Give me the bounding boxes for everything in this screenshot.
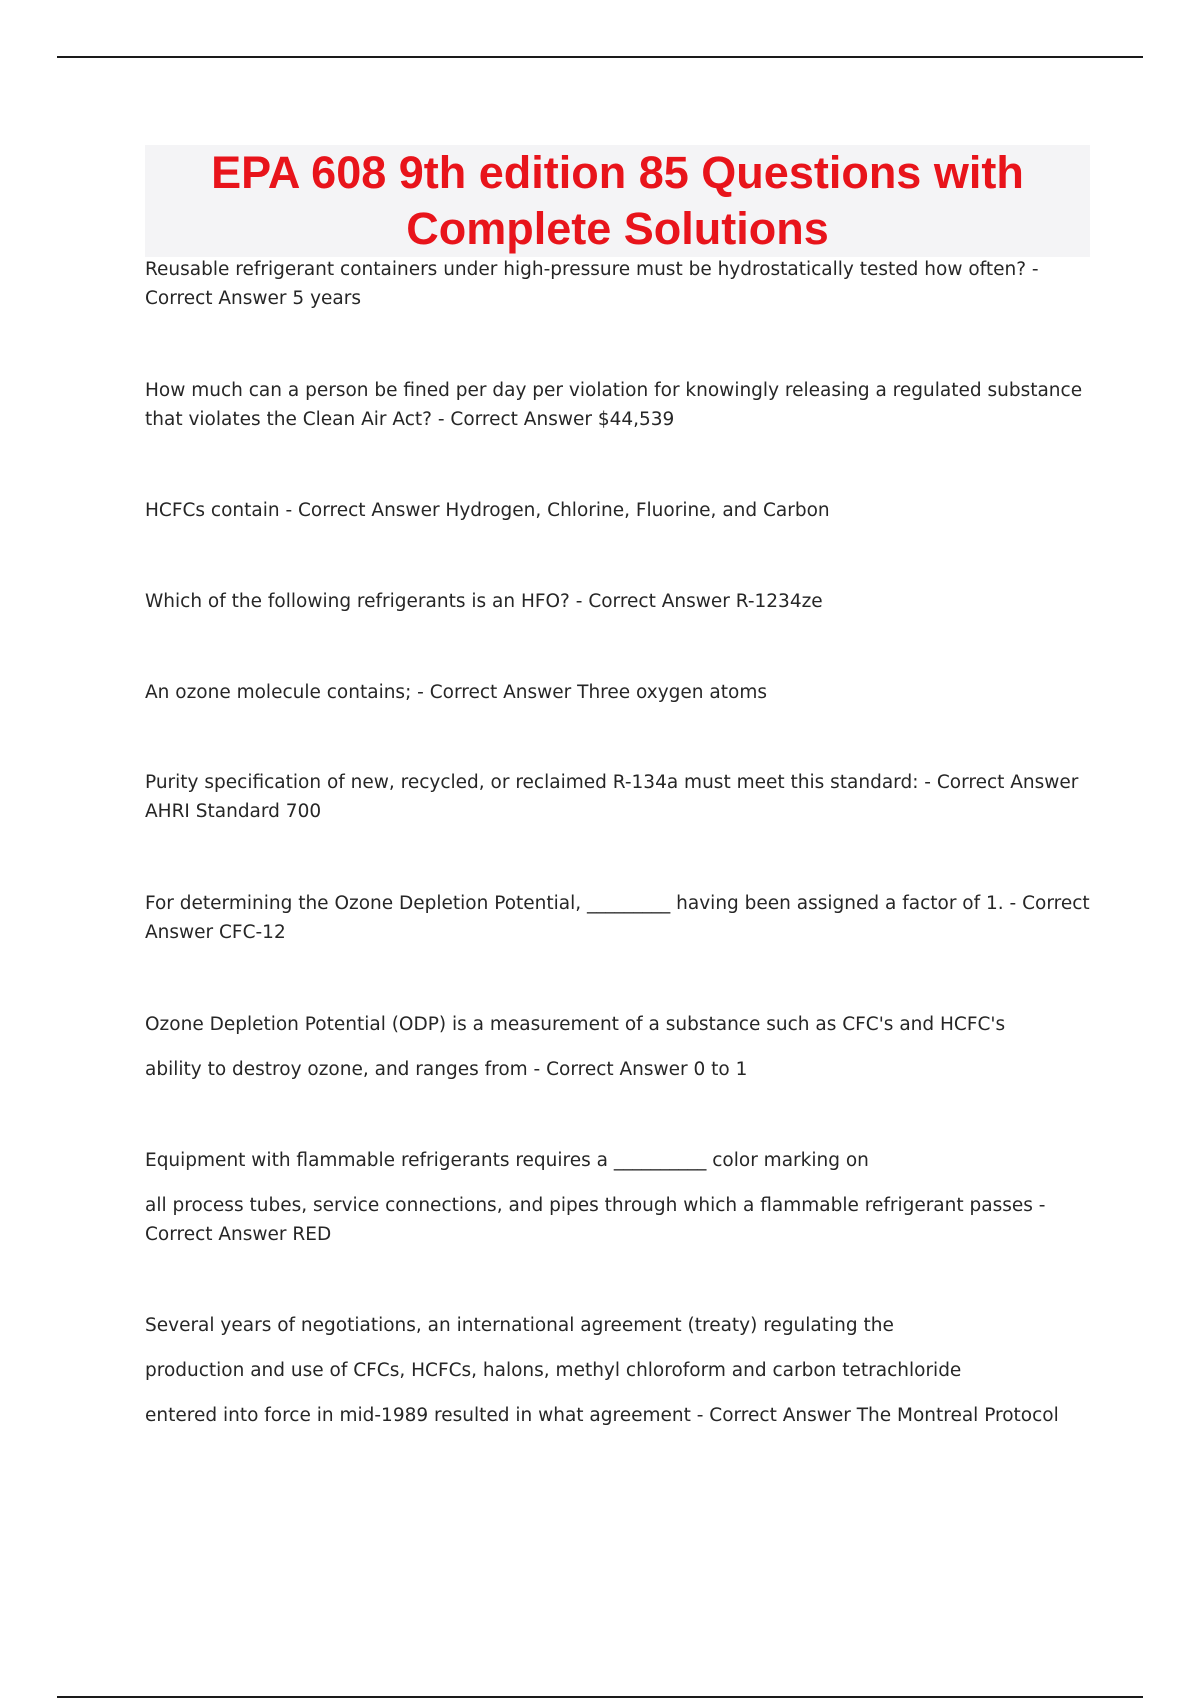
qa-text: production and use of CFCs, HCFCs, halons, methyl chloroform and carbon tetrachloride	[145, 1360, 962, 1381]
qa-item	[145, 1010, 1090, 1084]
qa-item	[145, 587, 1090, 616]
qa-text: Several years of negotiations, an international agreement (treaty) regulating the	[145, 1315, 894, 1336]
qa-item	[145, 889, 1090, 947]
qa-item	[145, 496, 1090, 525]
qa-text: Which of the following refrigerants is an HFO? - Correct Answer R-1234ze	[145, 591, 823, 612]
qa-item	[145, 376, 1090, 434]
qa-text: Equipment with flammable refrigerants requires a __________ color marking on	[145, 1150, 869, 1171]
qa-text: An ozone molecule contains; - Correct Answer Three oxygen atoms	[145, 682, 767, 703]
qa-text: entered into force in mid-1989 resulted in what agreement - Correct Answer The Montreal Protocol	[145, 1405, 1059, 1426]
header-rule	[57, 56, 1143, 58]
qa-item	[145, 1146, 1090, 1249]
qa-text: For determining the Ozone Depletion Potential, _________ having been assigned a factor of 1. - Correct Answer CFC-12	[145, 893, 1090, 943]
qa-item	[145, 678, 1090, 707]
qa-text: Purity specification of new, recycled, or reclaimed R-134a must meet this standard: - Correct Answer AHRI Standard 700	[145, 772, 1079, 822]
qa-text: all process tubes, service connections, and pipes through which a flammable refrigerant passes - Correct Answer RED	[145, 1195, 1046, 1245]
document-title: EPA 608 9th edition 85 Questions with Complete Solutions	[211, 147, 1024, 254]
qa-text: HCFCs contain - Correct Answer Hydrogen, Chlorine, Fluorine, and Carbon	[145, 500, 830, 521]
qa-text: How much can a person be fined per day per violation for knowingly releasing a regulated substance that violates the Clean Air Act? - Correct Answer $44,539	[145, 380, 1083, 430]
qa-text: Ozone Depletion Potential (ODP) is a measurement of a substance such as CFC's and HCFC's	[145, 1014, 1006, 1035]
qa-item	[145, 768, 1090, 826]
qa-text: ability to destroy ozone, and ranges from - Correct Answer 0 to 1	[145, 1059, 748, 1080]
footer-rule	[57, 1696, 1143, 1698]
qa-item	[145, 1311, 1090, 1430]
qa-text: Reusable refrigerant containers under high-pressure must be hydrostatically tested how often? - Correct Answer 5 years	[145, 259, 1039, 309]
qa-item	[145, 255, 1090, 313]
